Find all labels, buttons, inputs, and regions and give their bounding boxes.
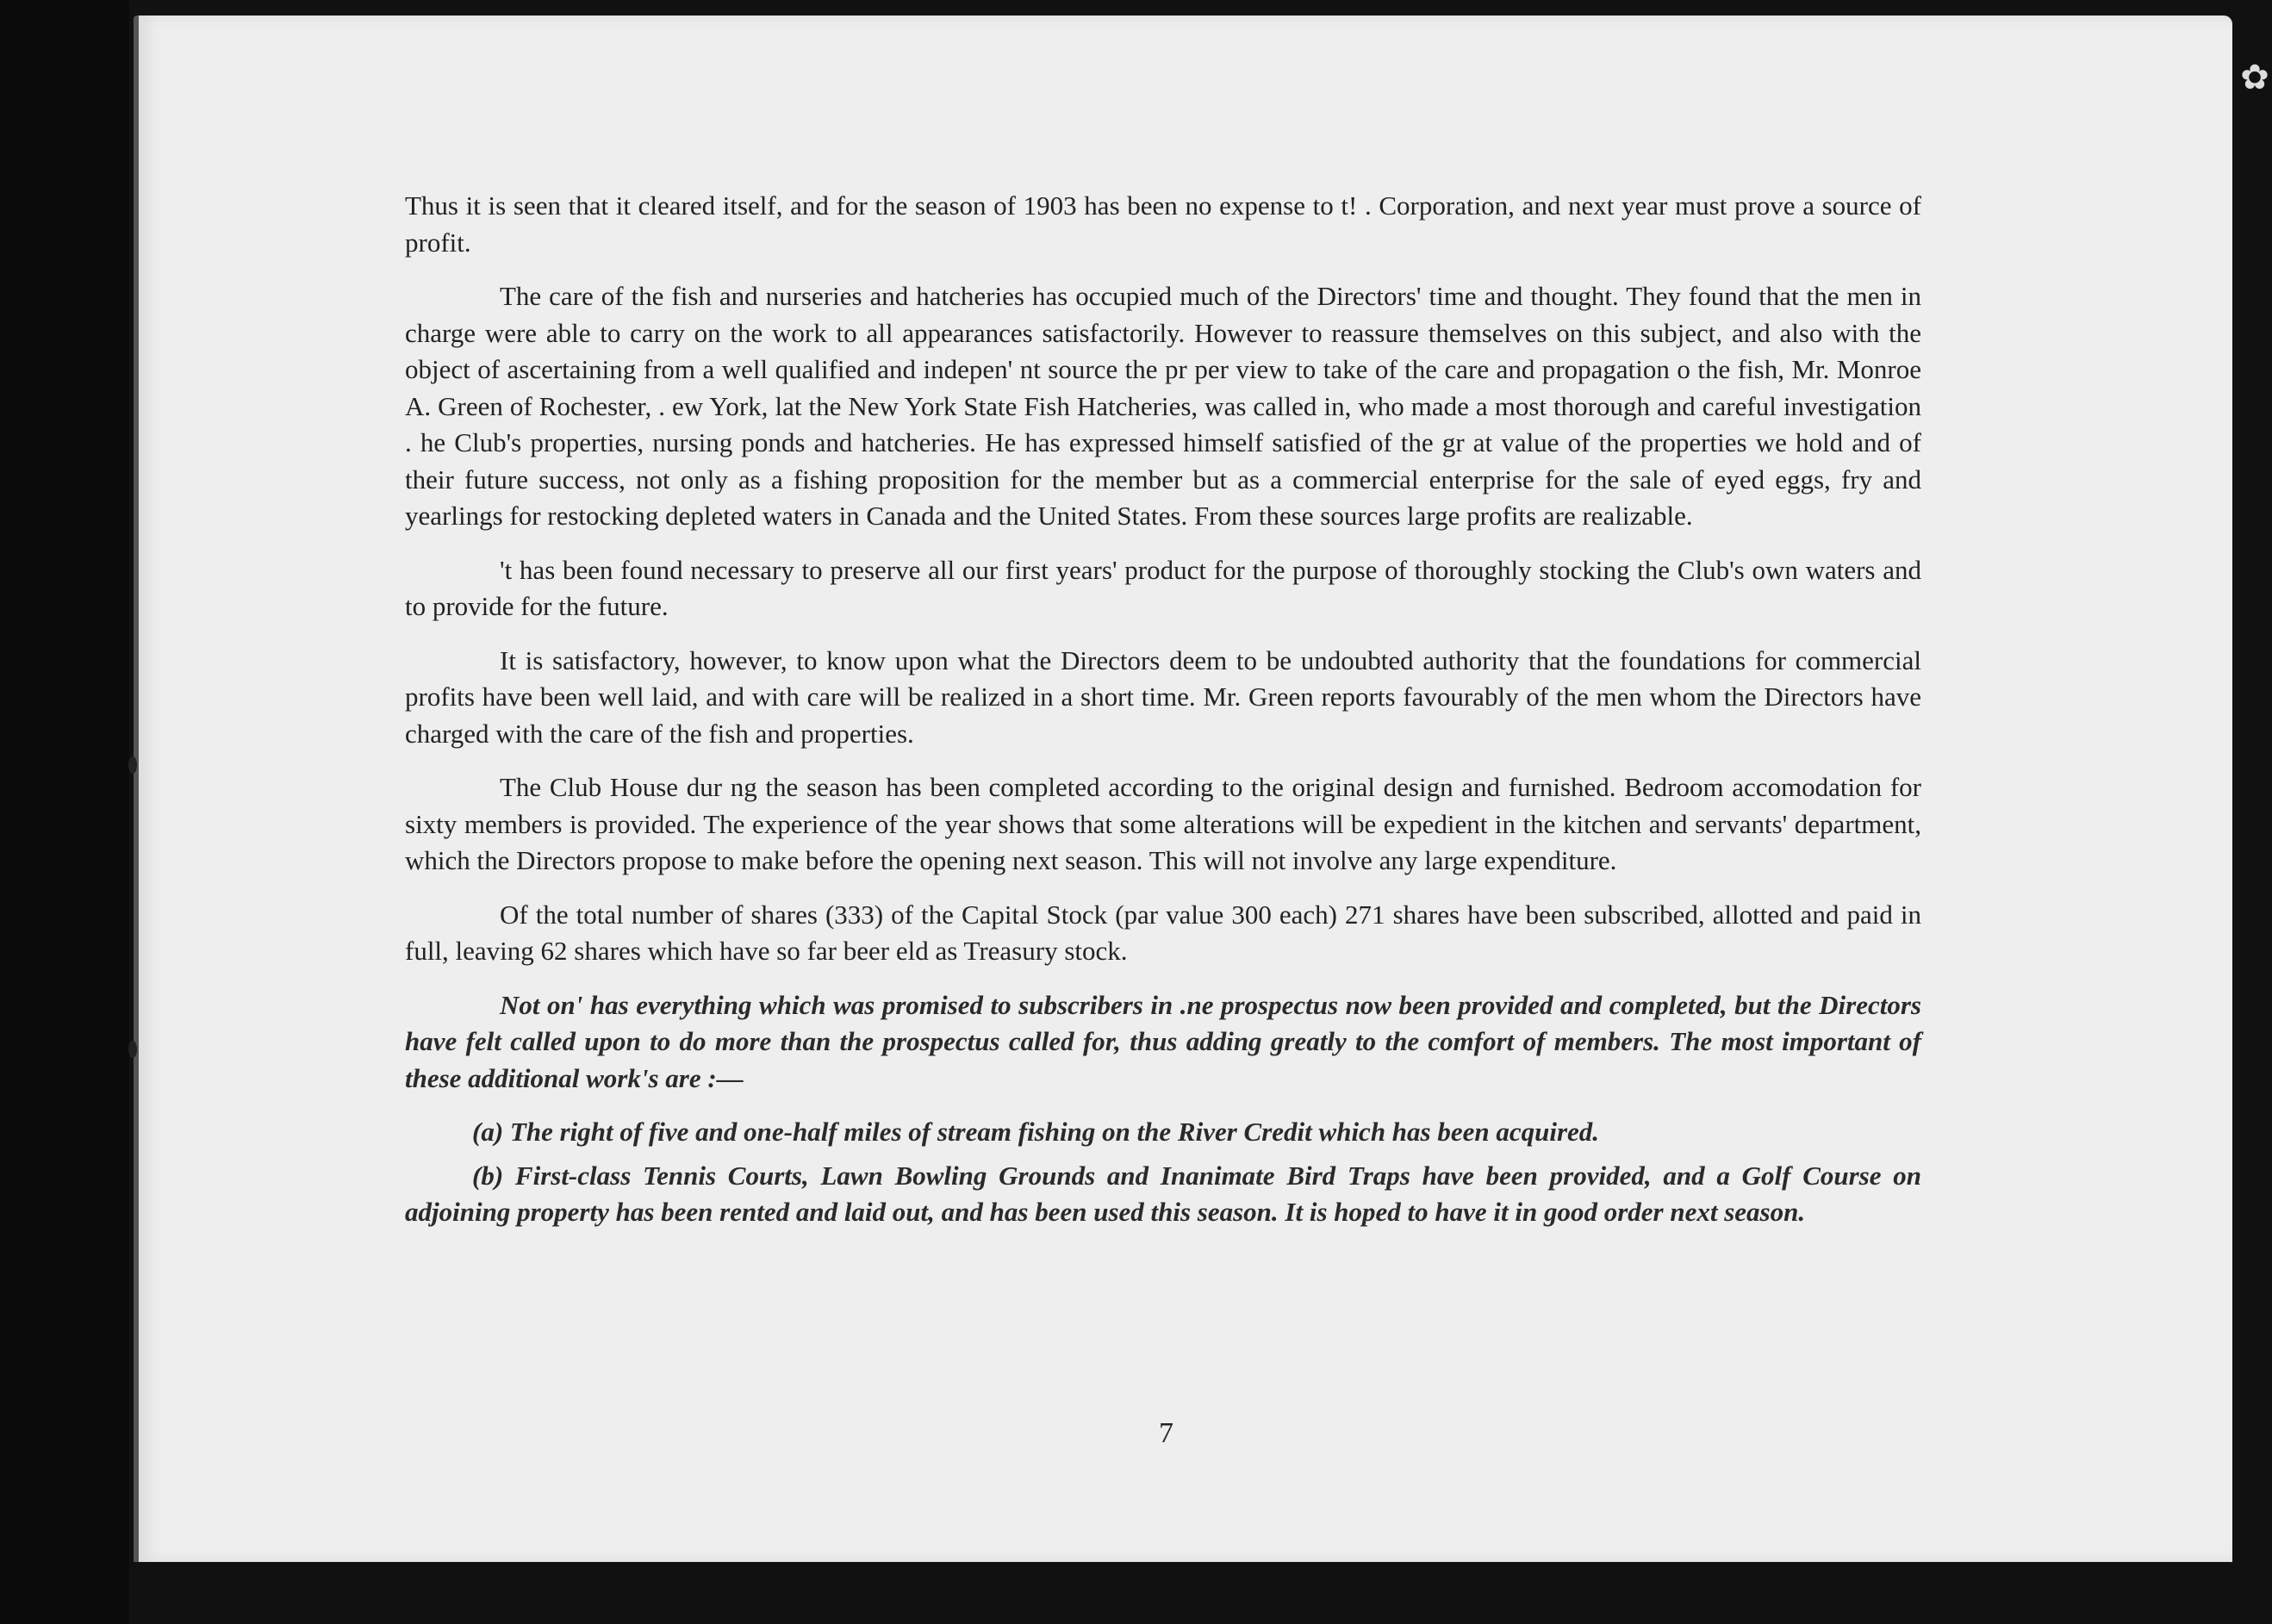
left-page-margin [0,0,129,1624]
paragraph: It is satisfactory, however, to know upon what the Directors deem to be undoubted authority that the foundations for commercial profits have been well laid, and with care will be realized in a short time. Mr. Green reports favourably of the men whom the Directors have charged with the care of the fish and properties. [405,644,1921,749]
binding-mark [128,1041,137,1058]
paragraph: Thus it is seen that it cleared itself, and for the season of 1903 has been no expense to t! . Corporation, and next year must prove a source of profit. [405,190,1921,258]
paragraph-italic: Not on' has everything which was promised to subscribers in .ne prospectus now been provided and completed, but the Directors have felt called upon to do more than the prospectus called for, thus adding greatly to the comfort of members. The most important of these additional work's are :— [405,989,1921,1093]
paragraph: Of the total number of shares (333) of the Capital Stock (par value 300 each) 271 shares have been subscribed, allotted and paid in full, leaving 62 shares which have so far beer eld as Treasury stock. [405,899,1921,966]
document-body [405,188,1921,1238]
list-item: (b) First-class Tennis Courts, Lawn Bowling Grounds and Inanimate Bird Traps have been provided, and a Golf Course on adjoining property has been rented and laid out, and has been used this season. It is hoped to have it in good order next season. [405,1160,1921,1227]
paragraph: The care of the fish and nurseries and hatcheries has occupied much of the Directors' time and thought. They found that the men in charge were able to carry on the work to all appearances satisfactorily. However to reassure themselves on this subject, and also with the object of ascertaining from a well qualified and indepen' nt source the pr per view to take of the care and propagation o the fish, Mr. Monroe A. Green of Rochester, . ew York, lat the New York State Fish Hatcheries, was called in, who made a most thorough and careful investigation . he Club's properties, nursing ponds and hatcheries. He has expressed himself satisfied of the gr at value of the properties we hold and of their future success, not only as a fishing proposition for the member but as a commercial enterprise for the sale of eyed eggs, fry and yearlings for restocking depleted waters in Canada and the United States. From these sources large profits are realizable. [405,281,1921,531]
page-number: 7 [1159,1417,1173,1449]
list-item: (a) The right of five and one-half miles of stream fishing on the River Credit which has been acquired. [472,1117,1600,1147]
corner-mark-icon: ✿ [2240,58,2269,97]
paragraph: 't has been found necessary to preserve all our first years' product for the purpose of thoroughly stocking the Club's own waters and to provide for the future. [405,554,1921,621]
paragraph: The Club House dur ng the season has been completed according to the original design and furnished. Bedroom accomodation for sixty members is provided. The experience of the year shows that some alterations will be expedient in the kitchen and servants' department, which the Directors propose to make before the opening next season. This will not involve any large expenditure. [405,772,1921,875]
binding-mark [128,756,137,774]
